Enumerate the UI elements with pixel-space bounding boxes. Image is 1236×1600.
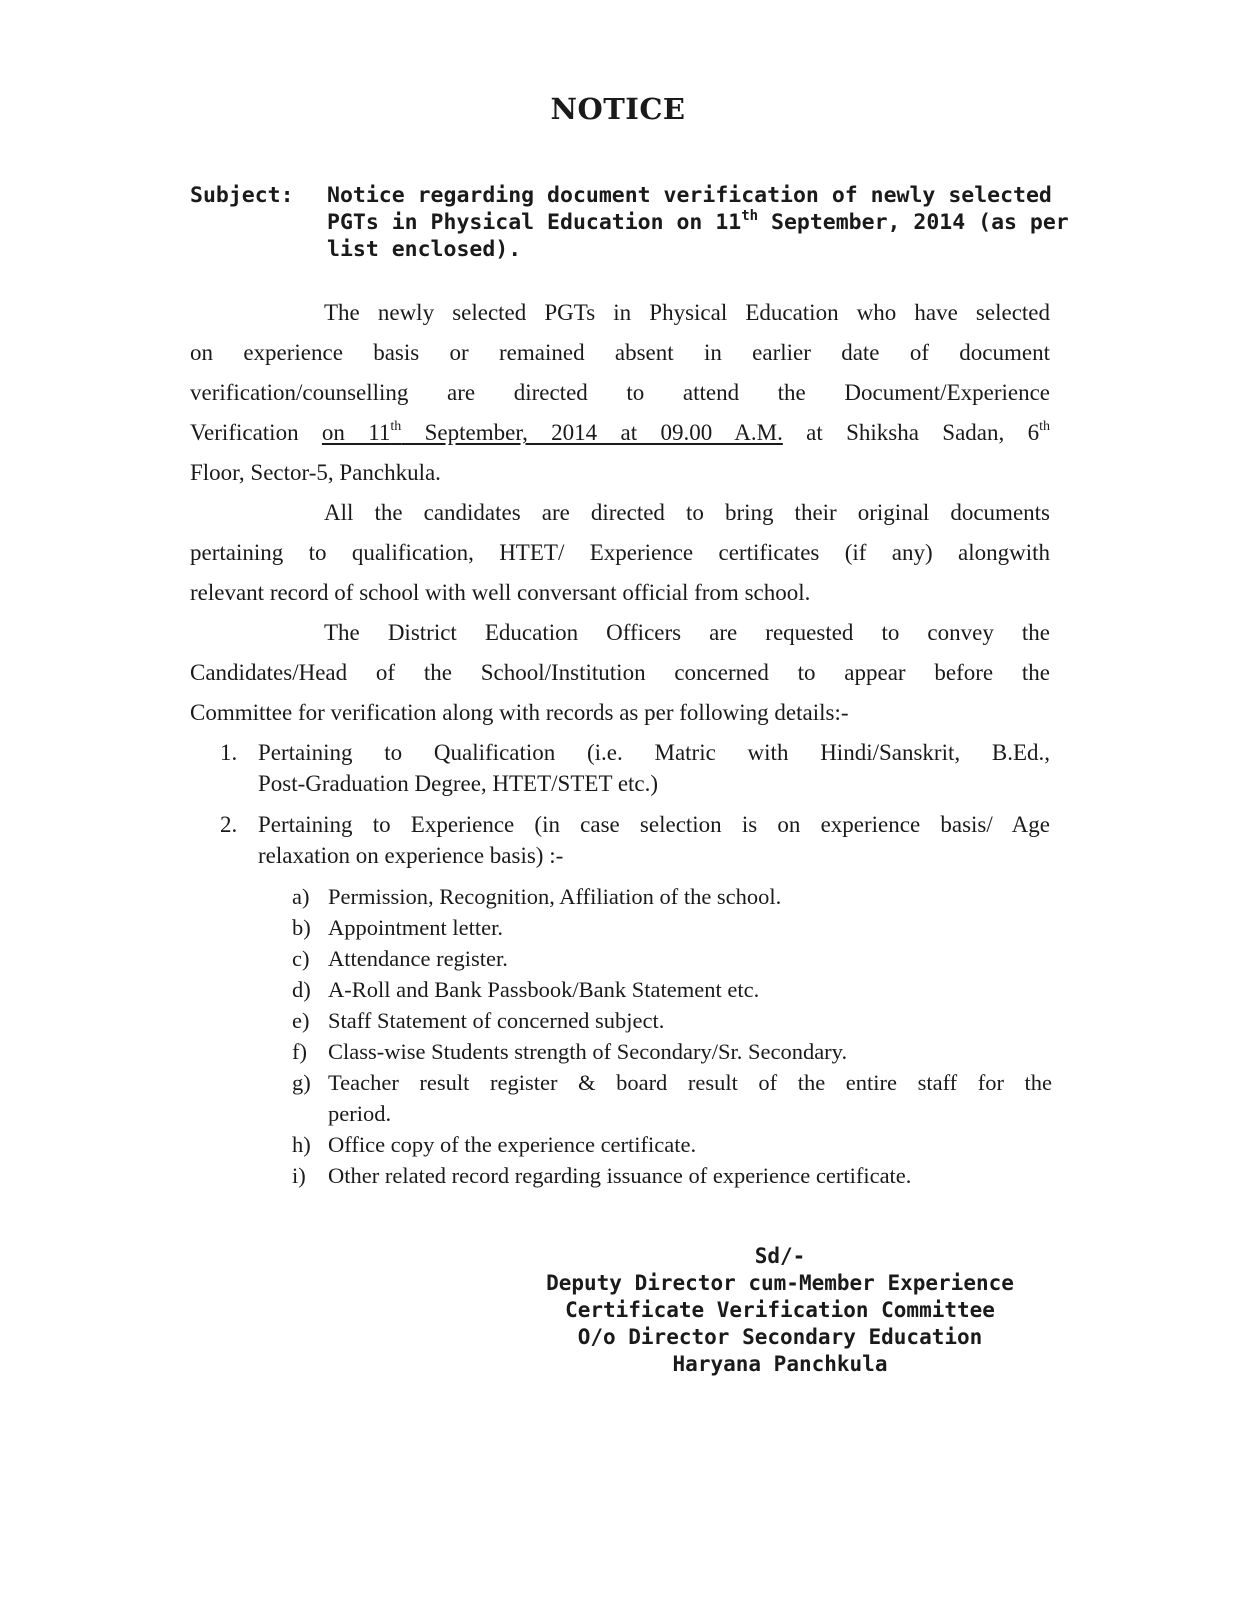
list-marker: b) bbox=[292, 915, 311, 940]
list-marker: a) bbox=[292, 884, 310, 909]
signature-line-4: Haryana Panchkula bbox=[672, 1352, 888, 1376]
subject-text bbox=[327, 182, 1069, 263]
subject-line-2 bbox=[327, 207, 1069, 236]
p1-line-4 bbox=[190, 420, 1050, 446]
list-marker: g) bbox=[292, 1070, 311, 1095]
list-marker: d) bbox=[292, 977, 311, 1002]
list-item-text: A-Roll and Bank Passbook/Bank Statement etc. bbox=[328, 977, 760, 1002]
date-pre: on 11 bbox=[321, 420, 391, 445]
signature-line-3: O/o Director Secondary Education bbox=[577, 1325, 983, 1349]
subject-line-2-pre: PGTs in Physical Education on 11 bbox=[327, 210, 742, 235]
p1-line-1: The newly selected PGTs in Physical Education who have selected bbox=[324, 300, 1050, 325]
list-item-text: Permission, Recognition, Affiliation of the school. bbox=[328, 884, 782, 909]
list-item-text: Staff Statement of concerned subject. bbox=[328, 1008, 665, 1033]
list-marker: c) bbox=[292, 946, 310, 971]
signature-block bbox=[520, 1243, 1040, 1378]
list-item-text: Other related record regarding issuance of experience certificate. bbox=[328, 1163, 912, 1188]
signature-line-2: Certificate Verification Committee bbox=[565, 1298, 995, 1322]
date-post: September, 2014 at 09.00 A.M. bbox=[401, 420, 783, 445]
p1-line-3: verification/counselling are directed to attend the Document/Experience bbox=[190, 380, 1050, 405]
list-marker: f) bbox=[292, 1039, 307, 1064]
list-item-line-2: relaxation on experience basis) :- bbox=[258, 843, 564, 868]
verification-date bbox=[322, 420, 783, 445]
subject-line-3: list enclosed). bbox=[327, 237, 522, 262]
p3-line-2: Candidates/Head of the School/Institution concerned to appear before the bbox=[190, 660, 1050, 685]
list-marker: i) bbox=[292, 1163, 306, 1188]
p1-line-4-mid: at Shiksha Sadan, 6 bbox=[782, 420, 1040, 445]
list-marker: e) bbox=[292, 1008, 310, 1033]
list-marker: 2. bbox=[220, 812, 238, 837]
p3-line-1: The District Education Officers are requested to convey the bbox=[324, 620, 1050, 645]
list-marker: h) bbox=[292, 1132, 311, 1157]
floor-sup: th bbox=[1039, 419, 1050, 435]
list-item-line-2: Post-Graduation Degree, HTET/STET etc.) bbox=[258, 771, 659, 796]
list-item-text: Attendance register. bbox=[328, 946, 508, 971]
p1-line-5: Floor, Sector-5, Panchkula. bbox=[190, 460, 441, 485]
p2-line-1: All the candidates are directed to bring their original documents bbox=[324, 500, 1050, 525]
subject-line-2-post: September, 2014 (as per bbox=[758, 210, 1069, 235]
p3-line-3: Committee for verification along with records as per following details:- bbox=[190, 700, 849, 725]
list-marker: 1. bbox=[220, 740, 238, 765]
list-item-text-continued: period. bbox=[328, 1101, 392, 1126]
list-item-text: Class-wise Students strength of Secondary/Sr. Secondary. bbox=[328, 1039, 848, 1064]
p2-line-2: pertaining to qualification, HTET/ Experience certificates (if any) alongwith bbox=[190, 540, 1050, 565]
signature-sd: Sd/- bbox=[754, 1244, 806, 1268]
list-item-line-1: Pertaining to Experience (in case selection is on experience basis/ Age bbox=[258, 812, 1050, 837]
p1-line-4-pre: Verification bbox=[190, 420, 322, 445]
list-item-text: Office copy of the experience certificate. bbox=[328, 1132, 697, 1157]
date-sup: th bbox=[390, 419, 402, 435]
list-item-line-1: Pertaining to Qualification (i.e. Matric with Hindi/Sanskrit, B.Ed., bbox=[258, 740, 1050, 765]
signature-line-1: Deputy Director cum-Member Experience bbox=[546, 1271, 1014, 1295]
subject-line-2-sup: th bbox=[741, 207, 759, 224]
list-item-text: Teacher result register & board result of the entire staff for the bbox=[328, 1070, 1052, 1095]
p1-line-2: on experience basis or remained absent in earlier date of document bbox=[190, 340, 1050, 365]
subject-label: Subject: bbox=[190, 183, 294, 208]
page-title: NOTICE bbox=[550, 92, 686, 126]
subject-line-1: Notice regarding document verification of newly selected bbox=[327, 183, 1052, 208]
p2-line-3: relevant record of school with well conversant official from school. bbox=[190, 580, 811, 605]
list-item-text: Appointment letter. bbox=[328, 915, 503, 940]
